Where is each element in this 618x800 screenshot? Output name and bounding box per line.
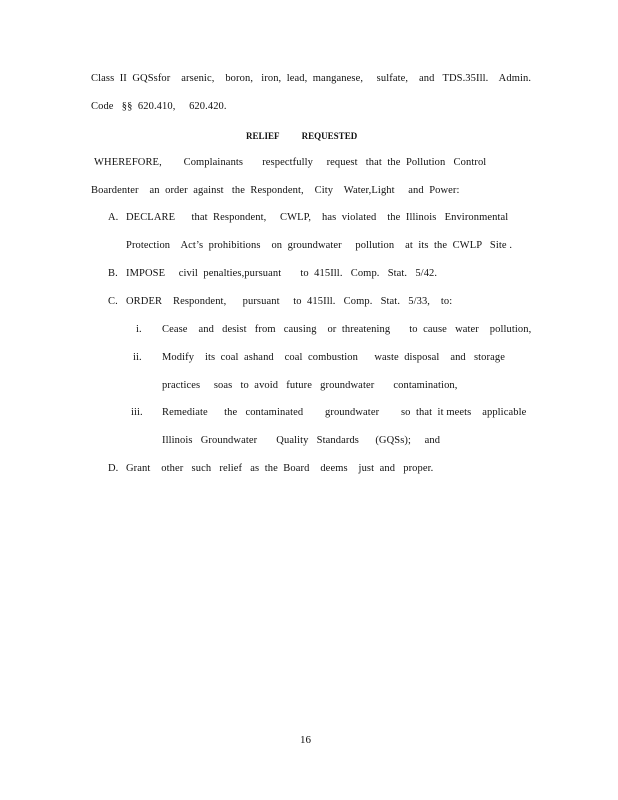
section-heading: RELIEF REQUESTED [246,131,358,141]
item-c-iii-line-2: Illinois Groundwater Quality Standards (GQSs); and [162,435,441,446]
item-c-line-1: ORDER Respondent, pursuant to 415Ill. Comp. Stat. 5/33, to: [126,296,453,307]
item-a-line-2: Protection Act’s prohibitions on groundwater pollution at its the CWLP Site . [126,240,513,251]
item-d-line-1: Grant other such relief as the Board deems just and proper. [126,463,434,474]
intro-line-2: Code §§ 620.410, 620.420. [91,101,227,112]
wherefore-line-2: Boardenter an order against the Respondent, City Water,Light and Power: [91,185,460,196]
item-c-i-marker: i. [136,324,142,335]
item-c-i-line-1: Cease and desist from causing or threatening to cause water pollution, [162,324,532,335]
item-b-line-1: IMPOSE civil penalties,pursuant to 415Ill. Comp. Stat. 5/42. [126,268,438,279]
item-c-marker: C. [108,296,118,307]
item-d-marker: D. [108,463,119,474]
item-b-marker: B. [108,268,118,279]
intro-line-1: Class II GQSsfor arsenic, boron, iron, lead, manganese, sulfate, and TDS.35Ill. Admin. [91,73,532,84]
item-c-ii-line-1: Modify its coal ashand coal combustion waste disposal and storage [162,352,505,363]
item-c-ii-line-2: practices soas to avoid future groundwater contamination, [162,380,458,391]
item-c-ii-marker: ii. [133,352,142,363]
wherefore-line-1: WHEREFORE, Complainants respectfully request that the Pollution Control [94,157,487,168]
item-c-iii-marker: iii. [131,407,143,418]
item-a-marker: A. [108,212,119,223]
item-a-line-1: DECLARE that Respondent, CWLP, has violated the Illinois Environmental [126,212,509,223]
item-c-iii-line-1: Remediate the contaminated groundwater so that it meets applicable [162,407,527,418]
page-number: 16 [300,734,311,746]
